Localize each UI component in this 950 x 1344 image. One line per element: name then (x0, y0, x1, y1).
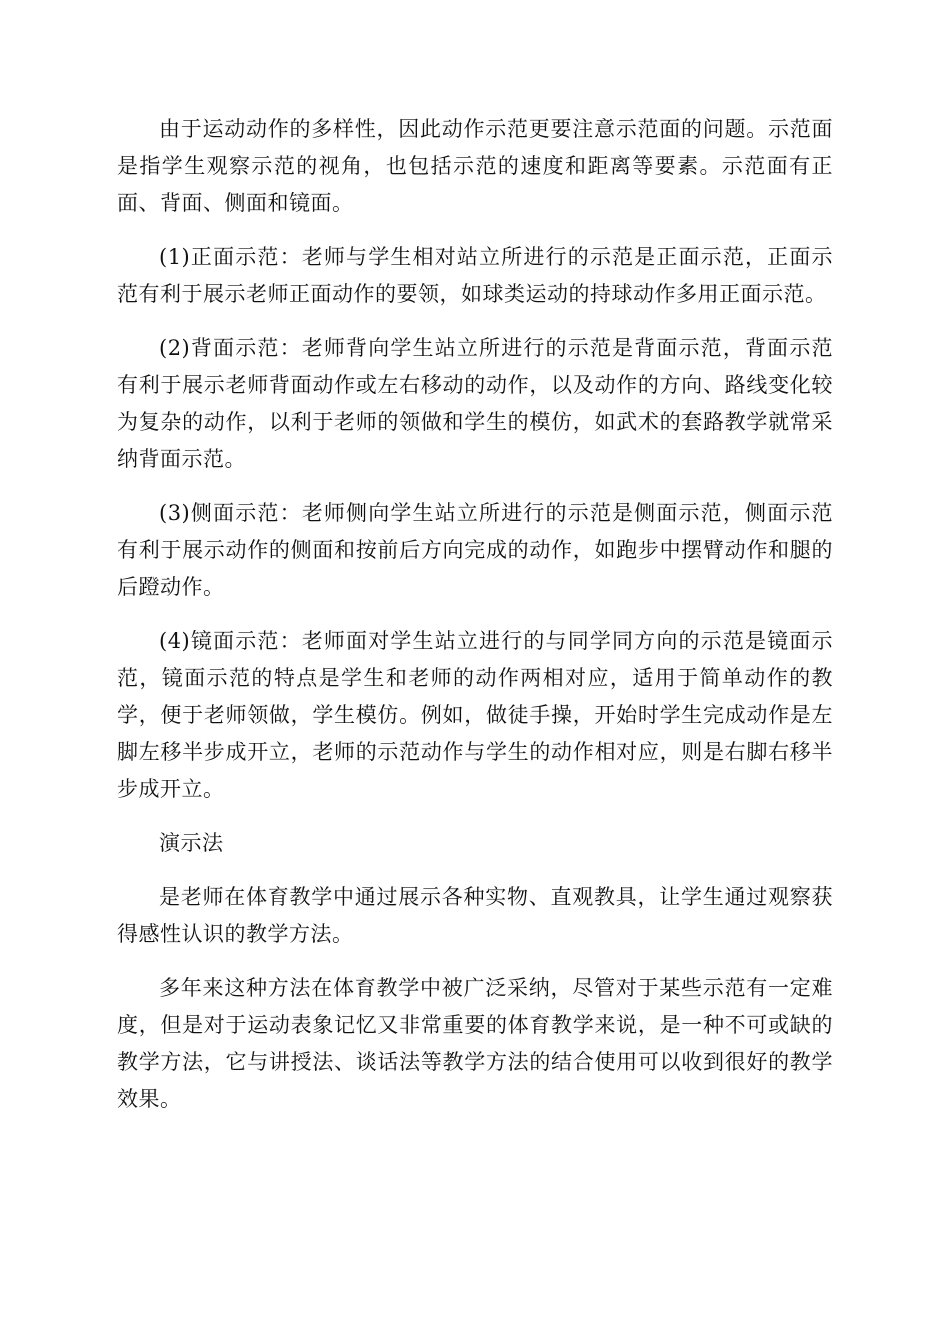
paragraph-back-demonstration: (2)背面示范：老师背向学生站立所进行的示范是背面示范，背面示范有利于展示老师背面动作或左右移动的动作，以及动作的方向、路线变化较为复杂的动作，以利于老师的领做和学生的模仿，如武术的套路教学就常采纳背面示范。 (117, 336, 833, 471)
paragraph-side-demonstration: (3)侧面示范：老师侧向学生站立所进行的示范是侧面示范，侧面示范有利于展示动作的侧面和按前后方向完成的动作，如跑步中摆臂动作和腿的后蹬动作。 (117, 501, 833, 599)
paragraph-front-demonstration: (1)正面示范：老师与学生相对站立所进行的示范是正面示范，正面示范有利于展示老师正面动作的要领，如球类运动的持球动作多用正面示范。 (117, 245, 833, 306)
paragraph-mirror-demonstration: (4)镜面示范：老师面对学生站立进行的与同学同方向的示范是镜面示范，镜面示范的特点是学生和老师的动作两相对应，适用于简单动作的教学，便于老师领做，学生模仿。例如，做徒手操，开始时学生完成动作是左脚左移半步成开立，老师的示范动作与学生的动作相对应，则是右脚右移半步成开立。 (117, 629, 833, 801)
section-heading-demonstration-method: 演示法 (159, 831, 224, 855)
paragraph-demonstration-method-definition: 是老师在体育教学中通过展示各种实物、直观教具，让学生通过观察获得感性认识的教学方法。 (117, 885, 833, 946)
paragraph-demonstration-plane-intro: 由于运动动作的多样性，因此动作示范更要注意示范面的问题。示范面是指学生观察示范的视角，也包括示范的速度和距离等要素。示范面有正面、背面、侧面和镜面。 (117, 117, 833, 215)
paragraph-demonstration-method-usage: 多年来这种方法在体育教学中被广泛采纳，尽管对于某些示范有一定难度，但是对于运动表象记忆又非常重要的体育教学来说，是一种不可或缺的教学方法，它与讲授法、谈话法等教学方法的结合使用可以收到很好的教学效果。 (117, 976, 833, 1111)
document-page (117, 111, 833, 1135)
